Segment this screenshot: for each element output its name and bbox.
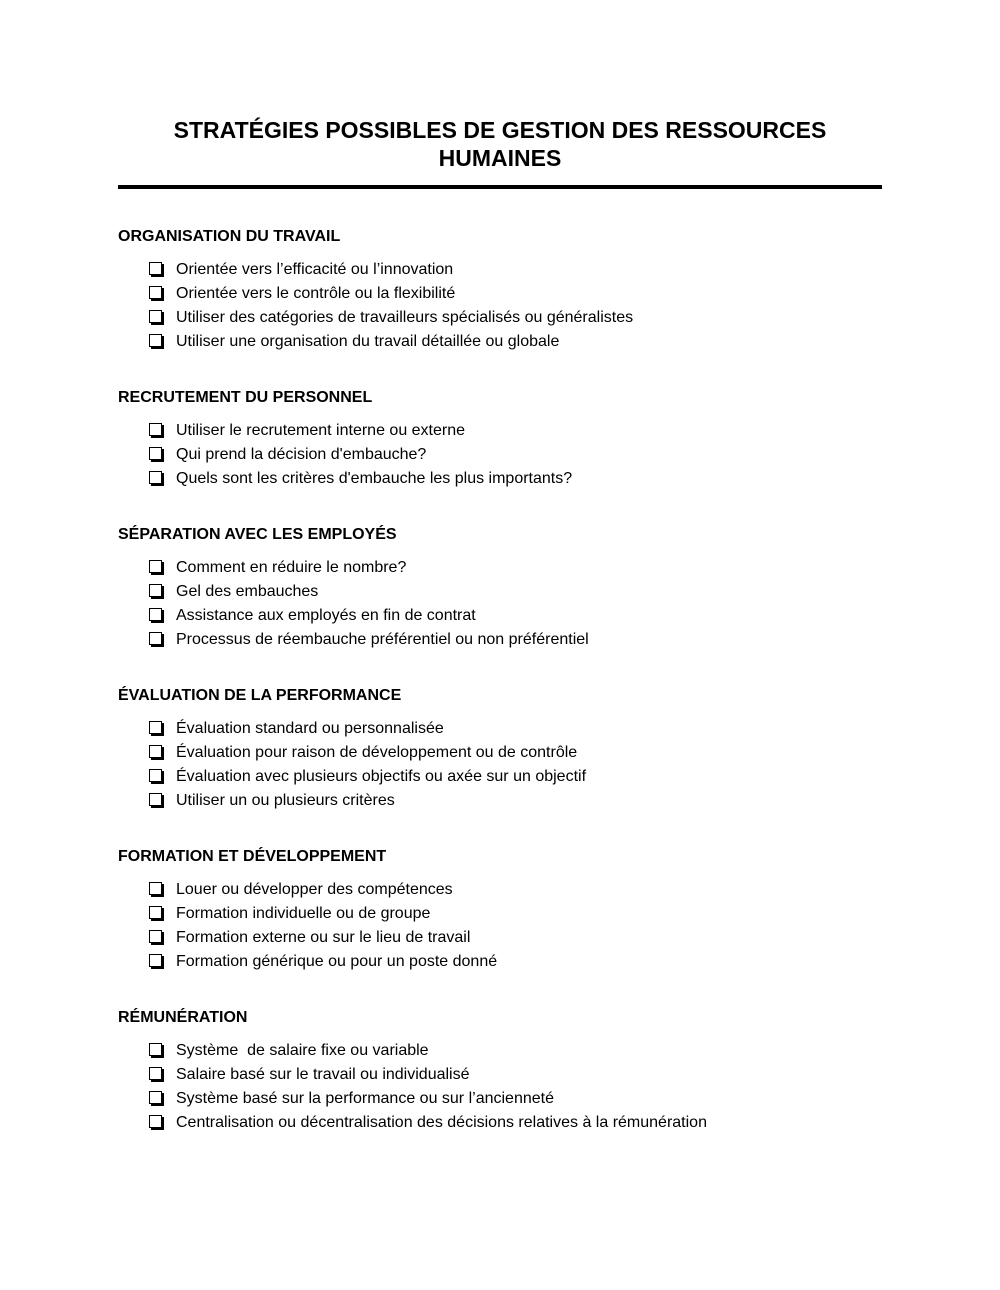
checklist-item (118, 258, 882, 282)
checkbox-icon[interactable] (149, 930, 162, 943)
checklist-item-label: Formation externe ou sur le lieu de travail (176, 929, 471, 946)
section-heading: ORGANISATION DU TRAVAIL (118, 228, 341, 245)
checkbox-icon[interactable] (149, 769, 162, 782)
checklist-item-label: Utiliser un ou plusieurs critères (176, 792, 395, 809)
checklist-item (118, 556, 882, 580)
checklist-item (118, 789, 882, 813)
checkbox-icon[interactable] (149, 882, 162, 895)
checklist-item-label: Utiliser une organisation du travail détaillée ou globale (176, 333, 560, 350)
checkbox-icon[interactable] (149, 608, 162, 621)
checklist-item-label: Système de salaire fixe ou variable (176, 1042, 429, 1059)
checklist-item-label: Centralisation ou décentralisation des décisions relatives à la rémunération (176, 1114, 707, 1131)
checklist-item (118, 330, 882, 354)
checklist-item (118, 1111, 882, 1135)
checkbox-icon[interactable] (149, 793, 162, 806)
checklist-item-label: Orientée vers l’efficacité ou l’innovation (176, 261, 454, 278)
checklist-item-label: Salaire basé sur le travail ou individualisé (176, 1066, 470, 1083)
checklist-item (118, 765, 882, 789)
checklist-item-label: Utiliser des catégories de travailleurs spécialisés ou généralistes (176, 309, 634, 326)
checklist-item (118, 1063, 882, 1087)
checkbox-icon[interactable] (149, 262, 162, 275)
title-divider (118, 185, 882, 189)
checklist-item-label: Formation individuelle ou de groupe (176, 905, 431, 922)
checklist-item-label: Évaluation pour raison de développement ou de contrôle (176, 744, 578, 761)
checkbox-icon[interactable] (149, 1091, 162, 1104)
checklist-item-label: Utiliser le recrutement interne ou externe (176, 422, 466, 439)
checkbox-icon[interactable] (149, 310, 162, 323)
section (118, 388, 882, 491)
checklist-item-label: Assistance aux employés en fin de contrat (176, 607, 476, 624)
section-heading: RÉMUNÉRATION (118, 1009, 248, 1026)
checklist-item (118, 878, 882, 902)
checklist-item-label: Formation générique ou pour un poste donné (176, 953, 498, 970)
checklist-item-label: Évaluation standard ou personnalisée (176, 720, 444, 737)
checklist-item-label: Processus de réembauche préférentiel ou non préférentiel (176, 631, 589, 648)
section-heading: ÉVALUATION DE LA PERFORMANCE (118, 687, 402, 704)
checklist-item (118, 282, 882, 306)
checklist-item (118, 902, 882, 926)
document-title: STRATÉGIES POSSIBLES DE GESTION DES RESSOURCES HUMAINES (173, 117, 827, 171)
checklist-item (118, 926, 882, 950)
checklist-item (118, 1087, 882, 1111)
checklist-item-label: Évaluation avec plusieurs objectifs ou axée sur un objectif (176, 768, 587, 785)
checkbox-icon[interactable] (149, 954, 162, 967)
checklist-item (118, 741, 882, 765)
checkbox-icon[interactable] (149, 423, 162, 436)
checkbox-icon[interactable] (149, 447, 162, 460)
checklist-item (118, 717, 882, 741)
checklist-item-label: Louer ou développer des compétences (176, 881, 453, 898)
section (118, 227, 882, 354)
checkbox-icon[interactable] (149, 471, 162, 484)
checkbox-icon[interactable] (149, 334, 162, 347)
checkbox-icon[interactable] (149, 906, 162, 919)
checklist-item (118, 1039, 882, 1063)
checklist-item (118, 628, 882, 652)
checklist-item-label: Comment en réduire le nombre? (176, 559, 407, 576)
checklist-item (118, 419, 882, 443)
checkbox-icon[interactable] (149, 745, 162, 758)
checklist-item (118, 604, 882, 628)
checkbox-icon[interactable] (149, 560, 162, 573)
checklist-item (118, 580, 882, 604)
checkbox-icon[interactable] (149, 286, 162, 299)
document-body (118, 227, 882, 1169)
section (118, 847, 882, 974)
checkbox-icon[interactable] (149, 1043, 162, 1056)
section-heading: FORMATION ET DÉVELOPPEMENT (118, 848, 387, 865)
checklist-item (118, 467, 882, 491)
section (118, 1008, 882, 1135)
checklist-item-label: Quels sont les critères d'embauche les plus importants? (176, 470, 573, 487)
checklist-item (118, 950, 882, 974)
checklist-item-label: Qui prend la décision d'embauche? (176, 446, 427, 463)
checklist-item (118, 306, 882, 330)
checkbox-icon[interactable] (149, 584, 162, 597)
checklist-item-label: Orientée vers le contrôle ou la flexibilité (176, 285, 456, 302)
section-heading: RECRUTEMENT DU PERSONNEL (118, 389, 373, 406)
checklist-item-label: Système basé sur la performance ou sur l’ancienneté (176, 1090, 554, 1107)
checkbox-icon[interactable] (149, 721, 162, 734)
section-heading: SÉPARATION AVEC LES EMPLOYÉS (118, 526, 397, 543)
checkbox-icon[interactable] (149, 1067, 162, 1080)
section (118, 686, 882, 813)
checklist-item-label: Gel des embauches (176, 583, 319, 600)
section (118, 525, 882, 652)
checkbox-icon[interactable] (149, 1115, 162, 1128)
checkbox-icon[interactable] (149, 632, 162, 645)
checklist-item (118, 443, 882, 467)
